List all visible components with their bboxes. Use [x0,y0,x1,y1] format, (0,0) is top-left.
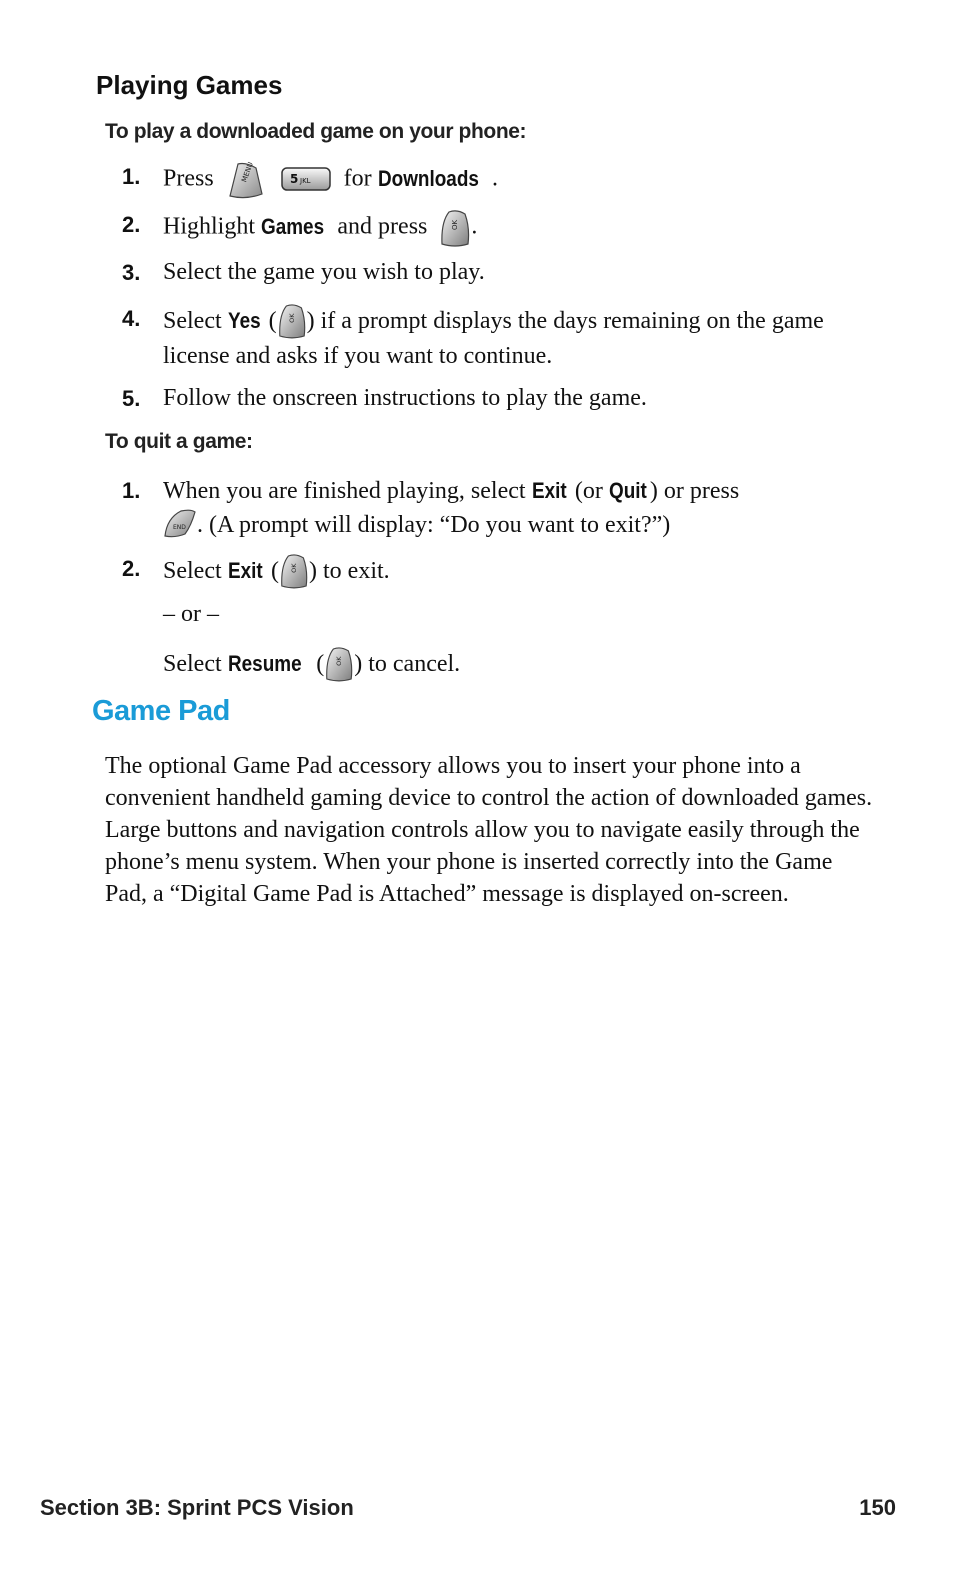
step-text: ) if a prompt displays the days remaining on the game license and asks if you want to continue. [163,308,824,369]
step-text: ) to cancel. [354,651,461,677]
step-text: Select the game you wish to play. [163,259,485,285]
step-text: . [471,213,478,240]
exit-keyword: Exit [227,558,263,583]
step-number: 1. [122,478,141,503]
end-key-label: END [173,524,186,531]
step-text: Select [163,308,222,334]
resume-keyword: Resume [227,651,302,676]
or-separator: – or – [163,601,219,627]
step-text: ( [316,651,325,677]
yes-keyword: Yes [227,308,261,333]
quit-keyword: Quit [608,478,647,503]
step-number: 2. [122,556,141,581]
footer-page-number: 150 [859,1495,896,1520]
games-keyword: Games [261,213,325,239]
step-text: Highlight [163,213,256,240]
step-text: Select [163,651,222,677]
ok-key-label: OK [451,219,460,230]
game-pad-heading: Game Pad [92,695,230,727]
ok-key-icon [324,645,354,683]
step-text: ) to exit. [309,558,390,584]
step-text: . [492,165,498,192]
ok-key-label: OK [335,656,344,666]
step-text: and press [337,213,428,240]
step-text: ( [271,558,279,584]
step-text: ) or press [649,478,740,504]
ok-key-label: OK [287,313,296,323]
game-pad-paragraph: The optional Game Pad accessory allows you to insert your phone into a convenient handheld gaming device to control the action of downloaded games. Large buttons and navigation controls allow you to navigate easily through the phone’s menu system. When your phone is inserted correctly into the Game Pad, a “Digital Game Pad is Attached” message is displayed on-screen. [105,753,873,907]
step-text: (or [574,478,603,504]
step-text: Press [163,165,214,192]
section-heading: Playing Games [96,70,283,100]
step-text: Select [163,558,222,584]
menu-key-label: MENU [239,161,255,184]
quit-subheading: To quit a game: [105,430,253,453]
five-key-icon [280,166,332,194]
end-key-icon [163,508,197,538]
ok-key-icon [277,302,307,340]
exit-keyword: Exit [531,478,567,503]
menu-key-icon [226,160,264,200]
step-number: 3. [122,260,141,285]
resume-line [163,645,460,683]
play-subheading: To play a downloaded game on your phone: [105,120,527,143]
step-number: 5. [122,386,141,411]
step-text: for [343,165,372,192]
downloads-keyword: Downloads [377,165,479,191]
five-key-number: 5 [289,172,299,186]
step-number: 2. [122,212,141,237]
step-text: ( [268,308,277,334]
five-key-letters: JKL [299,177,311,185]
step-text: . (A prompt will display: “Do you want to exit?”) [197,512,671,538]
step-text: Follow the onscreen instructions to play the game. [163,385,647,411]
step-number: 1. [122,164,141,189]
step-text: When you are finished playing, select [163,478,526,504]
ok-key-label: OK [289,563,298,573]
footer-section-title: Section 3B: Sprint PCS Vision [40,1495,354,1520]
ok-key-icon [439,208,471,248]
step-number: 4. [122,306,141,331]
ok-key-icon [279,552,309,590]
